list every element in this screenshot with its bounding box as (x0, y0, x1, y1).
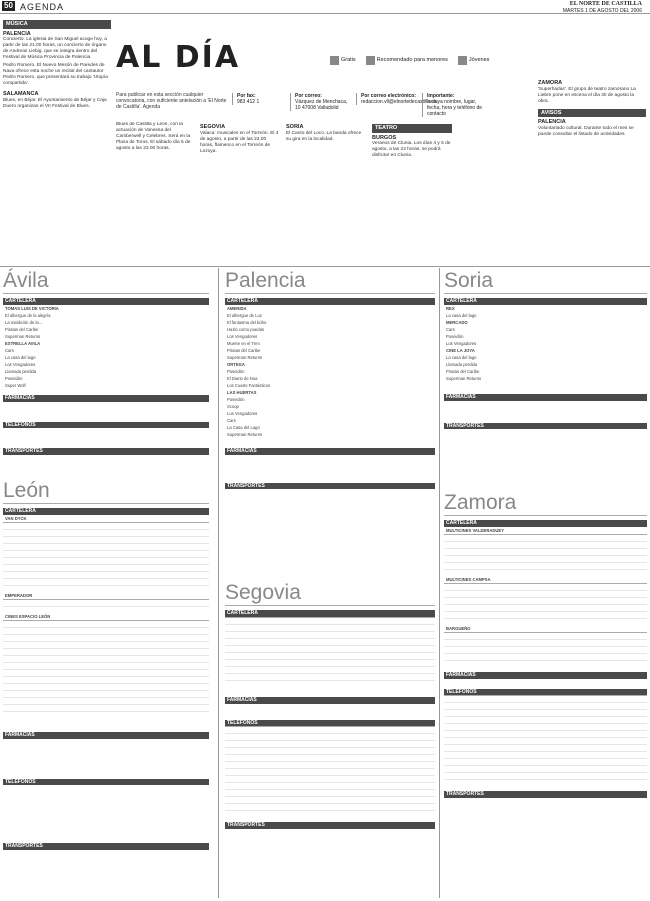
page-header (0, 0, 650, 14)
palencia-subheading: PALENCIA (3, 30, 31, 37)
column-rule (218, 268, 219, 898)
city-soria: Soria (444, 268, 647, 294)
legend-gratis: Gratis (330, 56, 356, 65)
city-avila: Ávila (3, 268, 209, 294)
blues-text: Blues, en Béjar. El Ayuntamiento de Béjar y Caja Duero organizan el VII Festival de Blues. (3, 97, 107, 109)
section-name: AGENDA (20, 2, 65, 12)
palencia-block: CARTELERA AMENIDA El albergue de Luz El fantasma del búho Hazlo como puedas Los Vengadores Muerte en el Tren Piratas del Caribe Superman Returns ORTEGA Poseidón El Diario de Noa Los Cuatro Fantásticos LAS HUERTAS Poseidón Scoop Los Vengadores Cars La Casa del Lago Superman Returns FARMACIAS TRANSPORTES (225, 298, 435, 578)
city-zamora: Zamora (444, 490, 647, 516)
left-column (3, 18, 111, 266)
city-leon: León (3, 478, 209, 504)
free-icon (330, 56, 339, 65)
city-palencia: Palencia (225, 268, 435, 294)
city-segovia: Segovia (225, 580, 435, 606)
infobox-correo: Por correo: Vázquez de Menchaca, 10 47008 Valladolid (290, 93, 352, 111)
page-title: AL DÍA (116, 40, 241, 75)
leon-block: CARTELERA VAN DYCK EMPERADOR CINES ESPACIO LEÓN FARMACIAS TELÉFONOS TRANSPORTES (3, 508, 209, 898)
infobox-importante: Importante: Incluya nombre, lugar, fecha, hora y teléfono de contacto (422, 93, 484, 117)
divider (0, 266, 650, 267)
page-number: 50 (4, 1, 13, 10)
body-col-2: SEGOVIA Valaca: musicales en el Torreón. El 4 de agosto, a partir de las 22.00 horas, flamenco en el Torreón de Lozoya. (200, 124, 279, 154)
concierto-text: Concierto. La iglesia de San Miguel acoge hoy, a partir de las 21.00 horas, un concierto de órgano de Andreas Liebig, que se integra dentro del Festival de Música Provincia de Palencia. (3, 37, 107, 61)
salamanca-subheading: SALAMANCA (3, 91, 39, 98)
avila-block: CARTELERA TOMAS LUIS DE VICTORIA El albergue de la alegría La maldición de la... Piratas del Caribe Superman Returns ESTRELLA AVILA Cars La casa del lago Los Vengadores Llamada perdida Poseidón Super Wolf FARMACIAS TELÉFONOS TRANSPORTES (3, 298, 209, 478)
intro-text: Para publicar en esta sección cualquier convocatoria, con suficiente antelación a 'El Norte de Castilla'. Agenda (116, 92, 227, 110)
segovia-block: CARTELERA FARMACIAS TELÉFONOS TRANSPORTES (225, 610, 435, 898)
legend-jovenes: Jóvenes (458, 56, 490, 65)
legend-recomendado: Recomendado para menores (366, 56, 448, 65)
soria-block: CARTELERA REX La casa del lago MERCADO Cars Poseidón Los Vengadores CINE LA JOYA La casa del lago Llamada perdida Piratas del Caribe Superman Returns FARMACIAS TRANSPORTES (444, 298, 647, 488)
column-rule (439, 268, 440, 898)
infobox-fax: Por fax: 983 412 1 (232, 93, 284, 105)
right-column: ZAMORA 'Superhadas'. El grupo de teatro zamorano La Liebre pone en escena el día 30 de agosto la obra. AVISOS PALENCIA Voluntariado cultural. Durante todo el mes se puede consultar el listado de actividades. (538, 18, 646, 266)
issue-date: MARTES 1 DE AGOSTO DEL 2006 (562, 8, 642, 14)
newspaper-name: EL NORTE DE CASTILLA (569, 1, 642, 7)
body-col-3: SORIA El Canto del Loco. La banda ofrece su gira en la localidad. (286, 124, 362, 142)
infobox-email: Por correo electrónico: redaccion.vll@elnortedecastilla.es (356, 93, 418, 105)
legend (330, 56, 489, 65)
body-col-1: Blues de Castilla y León, con la actuación de Vaneesa del Camberwell y Celebres. Será en la Plaza de Toros. El sábado día 5 de agosto a las 23.00 horas. (116, 122, 191, 151)
zamora-block: CARTELERA MULTICINES VALDERADUEY MULTICINES CAMPSA BARGUEÑO FARMACIAS TELÉFONOS TRANSPORTES (444, 520, 647, 898)
kids-icon (366, 56, 375, 65)
pedro-text: Pedro Romero. El Nuevo Mesón de Paredes de Nava ofrece esta noche un recital del cantautor Pedro Romero, que presentará su trabajo 'Utopía compartida'. (3, 63, 108, 87)
youth-icon (458, 56, 467, 65)
musica-heading: MÚSICA (3, 20, 111, 29)
body-col-4: TEATRO BURGOS Veranos de Clunia. Los días 4 y 5 de agosto, a las 22 horas, se podrá disfrutar en Clunia. (372, 125, 451, 159)
